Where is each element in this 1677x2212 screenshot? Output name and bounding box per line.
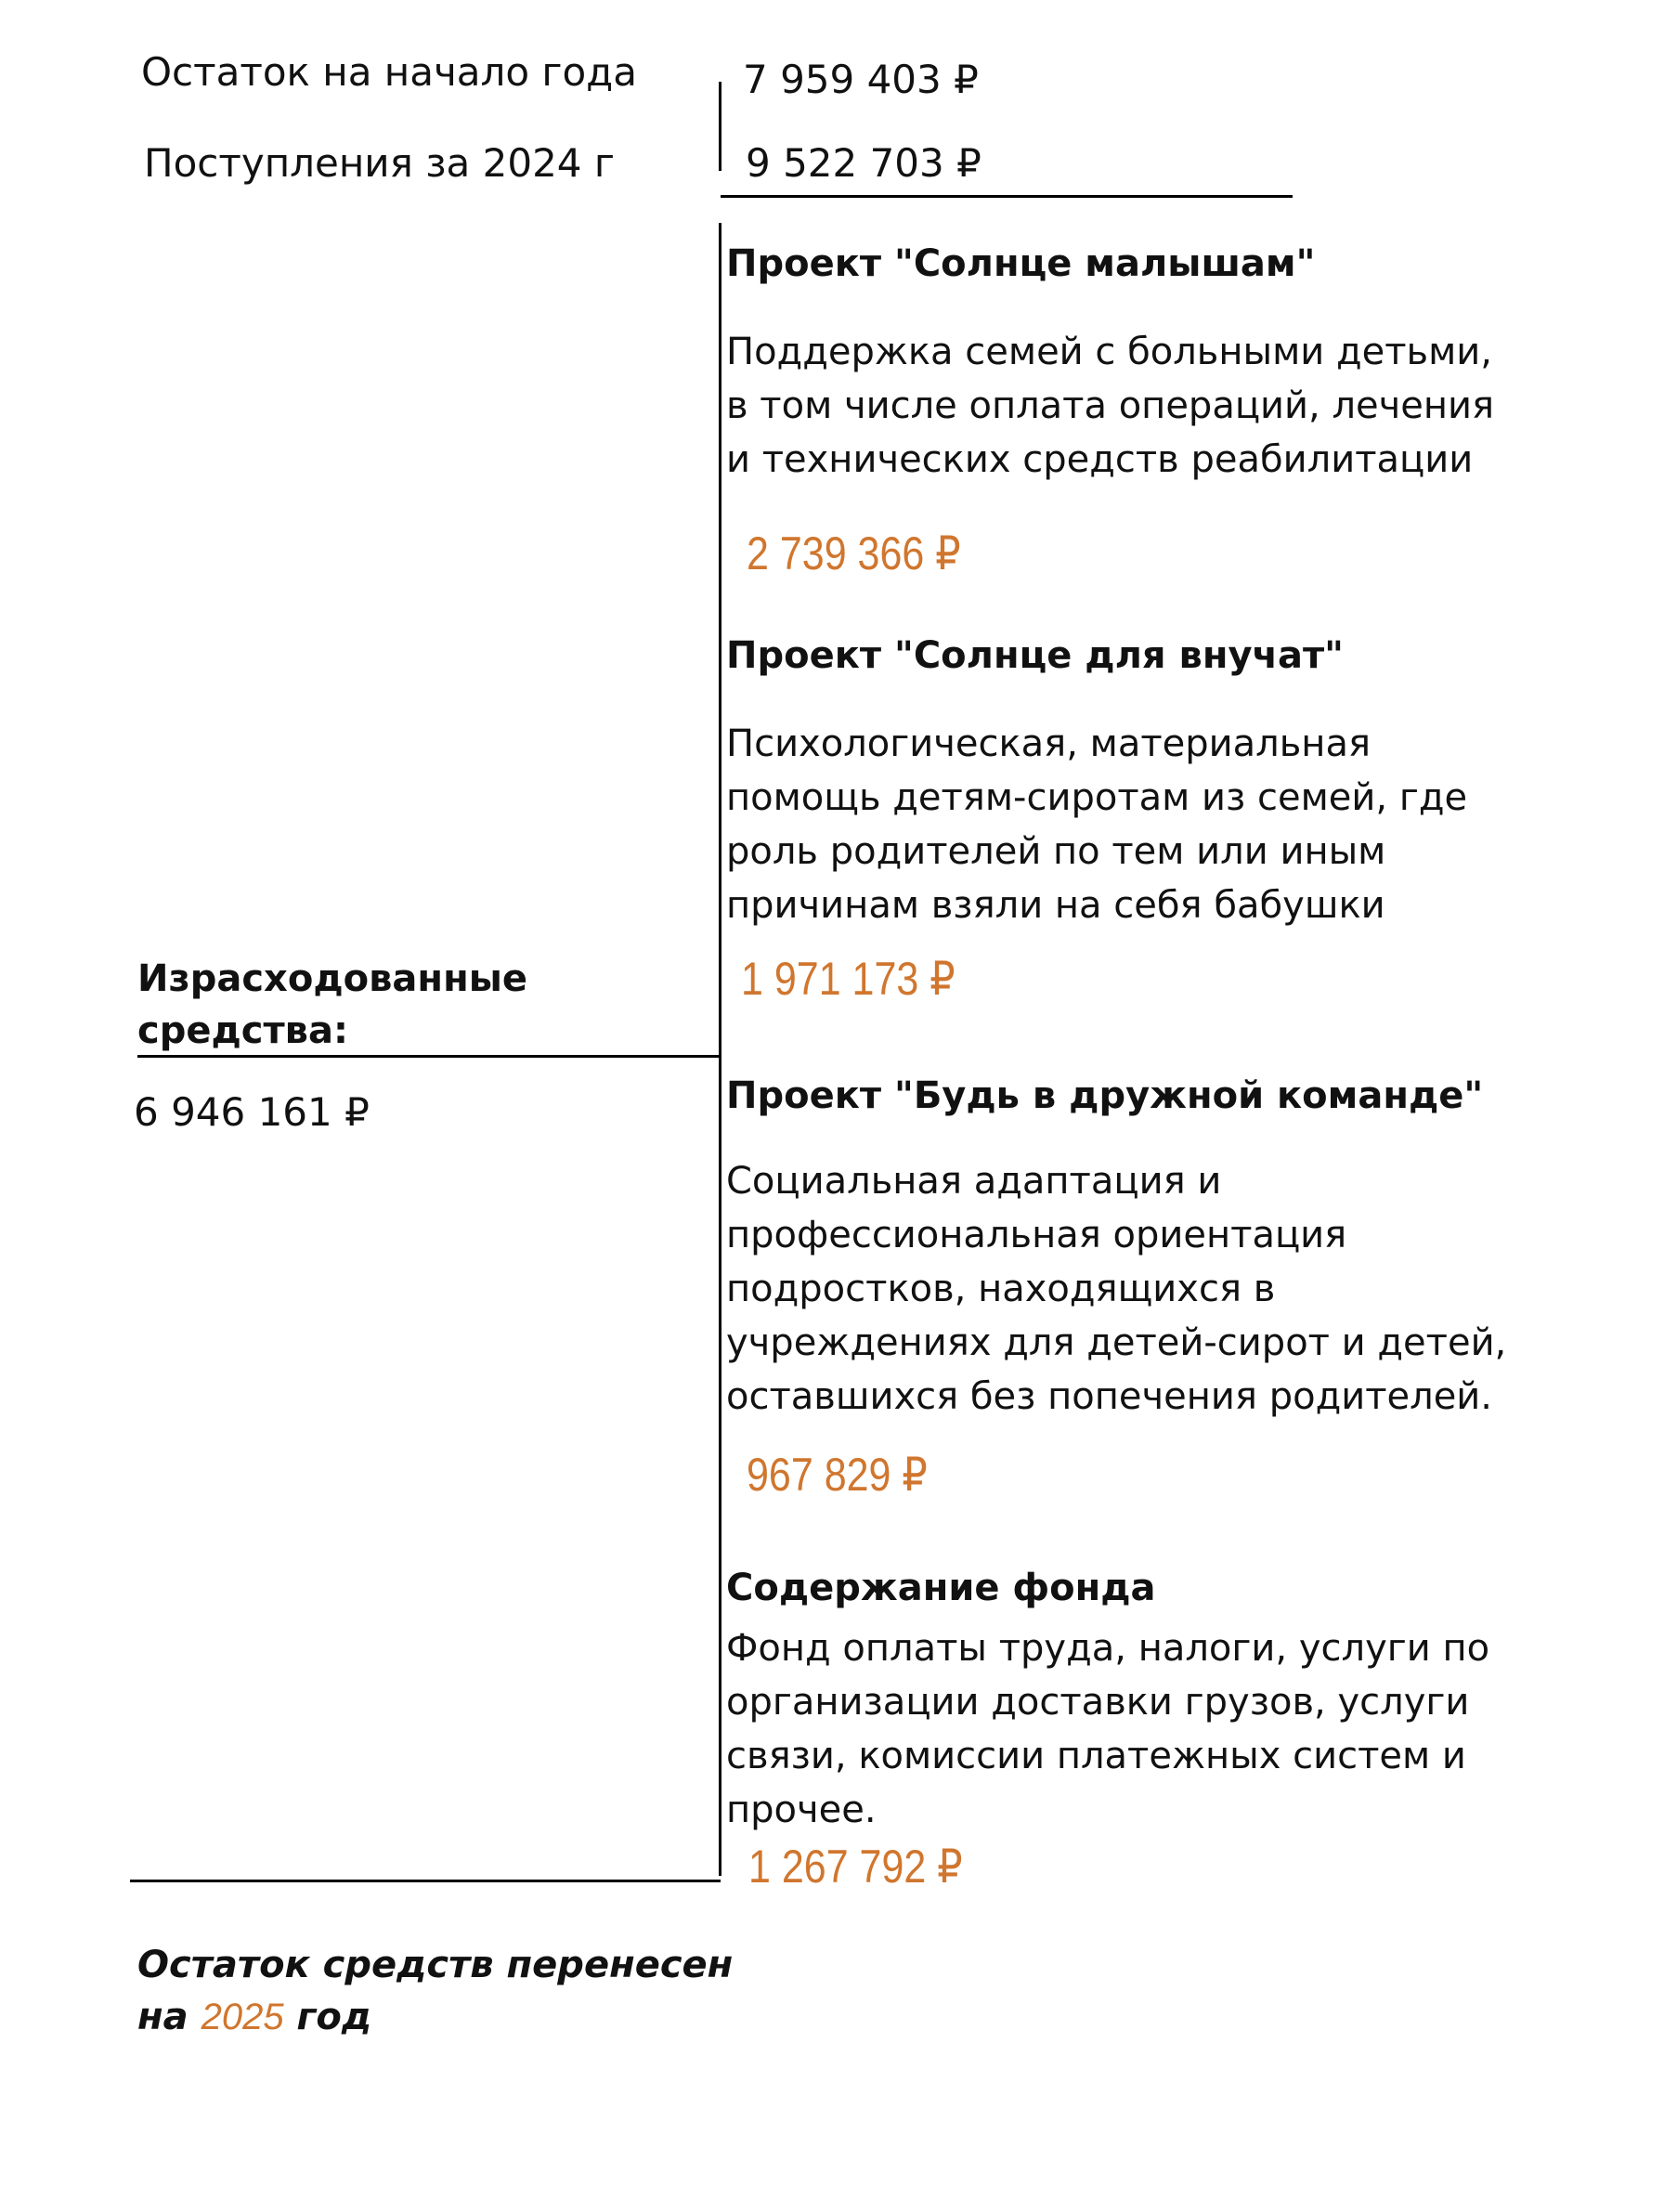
project-amount-soderzhanie-fonda: 1 267 792 ₽ — [748, 1841, 963, 1893]
description-line: и технических средств реабилитации — [726, 438, 1474, 481]
description-line: подростков, находящихся в — [726, 1268, 1276, 1310]
header-rule — [721, 195, 1293, 198]
project-title-soderzhanie-fonda: Содержание фонда — [726, 1567, 1156, 1609]
description-line: причинам взяли на себя бабушки — [726, 884, 1385, 927]
carryover-note-line2 — [137, 1991, 733, 2043]
income-label: Поступления за 2024 г — [144, 140, 615, 186]
opening-balance-label: Остаток на начало года — [141, 49, 637, 95]
description-line: Поддержка семей с больными детьми, — [726, 331, 1493, 373]
project-description-solntse-malysham — [726, 325, 1494, 487]
project-amount-solntse-malysham: 2 739 366 ₽ — [747, 527, 961, 579]
carryover-note — [137, 1939, 733, 2043]
project-title-solntse-malysham: Проект "Солнце малышам" — [726, 242, 1316, 285]
project-title-bud-v-druzhnoy-komande: Проект "Будь в дружной команде" — [726, 1074, 1484, 1117]
project-amount-bud-v-druzhnoy-komande: 967 829 ₽ — [747, 1449, 928, 1501]
project-description-solntse-dlya-vnuchat — [726, 717, 1467, 932]
description-line: связи, комиссии платежных систем и — [726, 1735, 1466, 1777]
carryover-prefix: на — [137, 1996, 188, 2038]
spent-label-line2: средства: — [137, 1009, 348, 1052]
income-value: 9 522 703 ₽ — [746, 140, 982, 186]
description-line: Фонд оплаты труда, налоги, услуги по — [726, 1627, 1490, 1670]
main-divider-vertical — [719, 223, 722, 1876]
project-title-solntse-dlya-vnuchat: Проект "Солнце для внучат" — [726, 634, 1344, 677]
project-description-soderzhanie-fonda — [726, 1621, 1489, 1837]
description-line: Социальная адаптация и — [726, 1160, 1222, 1203]
carryover-year: 2025 — [201, 1997, 284, 2037]
description-line: роль родителей по тем или иным — [726, 830, 1386, 873]
spent-total: 6 946 161 ₽ — [134, 1089, 370, 1135]
description-line: оставшихся без попечения родителей. — [726, 1375, 1493, 1418]
description-line: помощь детям-сиротам из семей, где — [726, 776, 1468, 819]
description-line: профессиональная ориентация — [726, 1214, 1347, 1256]
header-divider-vertical — [719, 82, 722, 171]
description-line: учреждениях для детей-сирот и детей, — [726, 1321, 1507, 1364]
description-line: Психологическая, материальная — [726, 722, 1372, 765]
description-line: прочее. — [726, 1789, 877, 1831]
project-amount-solntse-dlya-vnuchat: 1 971 173 ₽ — [741, 953, 956, 1005]
spent-label-line1: Израсходованные — [137, 957, 527, 1000]
description-line: организации доставки грузов, услуги — [726, 1681, 1470, 1724]
carryover-suffix: год — [296, 1996, 372, 2038]
project-description-bud-v-druzhnoy-komande — [726, 1154, 1506, 1424]
bottom-rule — [130, 1880, 721, 1882]
opening-balance-value: 7 959 403 ₽ — [743, 57, 979, 102]
description-line: в том числе оплата операций, лечения — [726, 384, 1495, 427]
carryover-note-line1: Остаток средств перенесен — [137, 1944, 734, 1986]
spent-label — [137, 953, 527, 1057]
